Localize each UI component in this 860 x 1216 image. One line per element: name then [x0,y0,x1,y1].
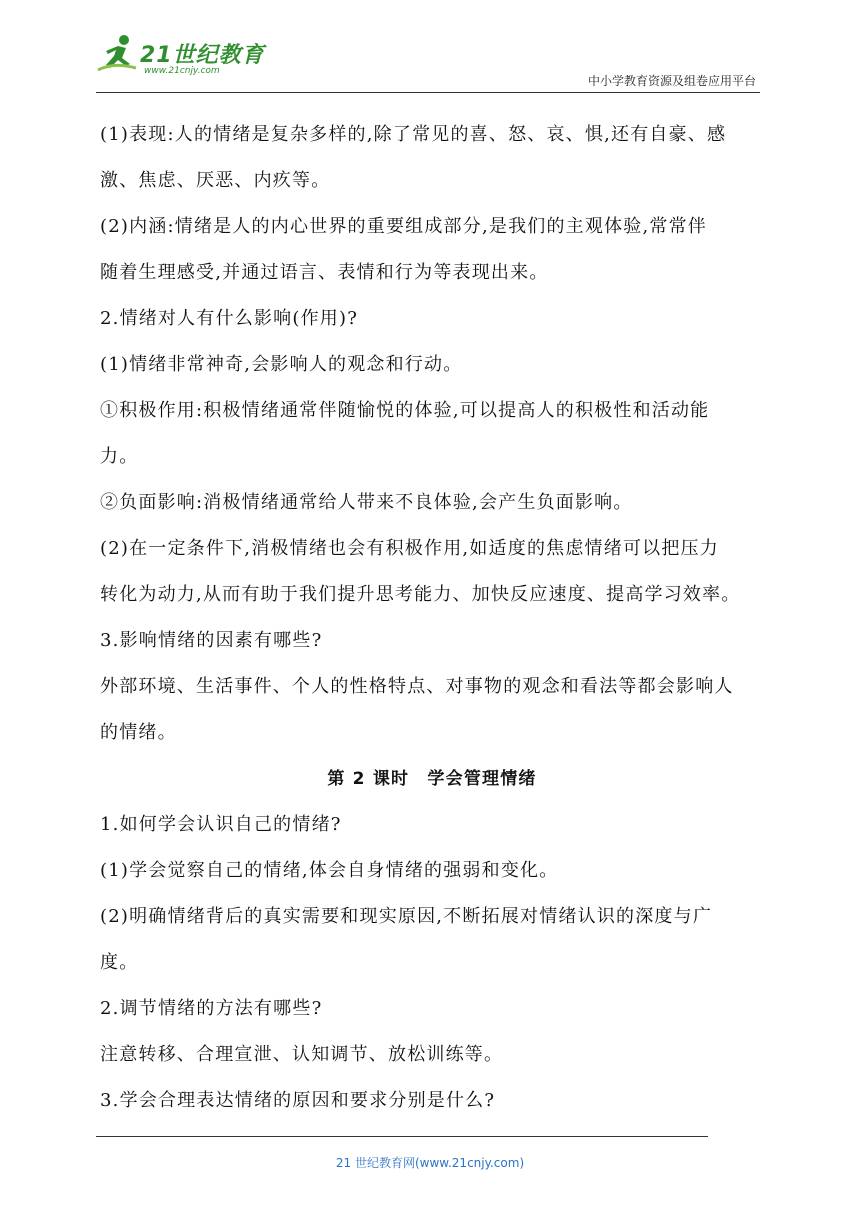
header-platform-text: 中小学教育资源及组卷应用平台 [587,74,756,88]
text-line: 注意转移、合理宣泄、认知调节、放松训练等。 [100,1044,504,1065]
header-divider [96,92,760,93]
logo-text: 21世纪教育 [140,43,265,68]
site-logo[interactable] [96,28,265,80]
text-line: 激、焦虑、厌恶、内疚等。 [100,170,331,191]
text-line: (2)内涵:情绪是人的内心世界的重要组成部分,是我们的主观体验,常常伴 [100,216,708,237]
text-line: (1)情绪非常神奇,会影响人的观念和行动。 [100,354,463,375]
question-heading: 3.影响情绪的因素有哪些? [100,630,323,651]
section-title: 第 2 课时 学会管理情绪 [327,769,537,789]
text-line: 度。 [100,952,139,973]
text-line: (1)学会觉察自己的情绪,体会自身情绪的强弱和变化。 [100,860,559,881]
question-heading: 1.如何学会认识自己的情绪? [100,814,342,835]
question-heading: 2.情绪对人有什么影响(作用)? [100,308,359,329]
text-line: 力。 [100,446,139,467]
text-line: 外部环境、生活事件、个人的性格特点、对事物的观念和看法等都会影响人 [100,676,734,697]
question-heading: 2.调节情绪的方法有哪些? [100,998,323,1019]
text-line: ①积极作用:积极情绪通常伴随愉悦的体验,可以提高人的积极性和活动能 [100,400,710,421]
question-heading: 3.学会合理表达情绪的原因和要求分别是什么? [100,1090,496,1111]
text-line: (2)在一定条件下,消极情绪也会有积极作用,如适度的焦虑情绪可以把压力 [100,538,719,559]
text-line: 随着生理感受,并通过语言、表情和行为等表现出来。 [100,262,549,283]
footer-divider [96,1136,708,1137]
document-body [100,112,764,1124]
footer-link[interactable]: 21 世纪教育网(www.21cnjy.com) [335,1156,525,1170]
text-line: (1)表现:人的情绪是复杂多样的,除了常见的喜、怒、哀、惧,还有自豪、感 [100,124,727,145]
text-line: 转化为动力,从而有助于我们提升思考能力、加快反应速度、提高学习效率。 [100,584,741,605]
text-line: ②负面影响:消极情绪通常给人带来不良体验,会产生负面影响。 [100,492,633,513]
text-line: 的情绪。 [100,722,177,743]
logo-url: www.21cnjy.com [144,66,220,76]
runner-logo-icon [96,34,140,74]
text-line: (2)明确情绪背后的真实需要和现实原因,不断拓展对情绪认识的深度与广 [100,906,713,927]
page-header [0,0,860,100]
